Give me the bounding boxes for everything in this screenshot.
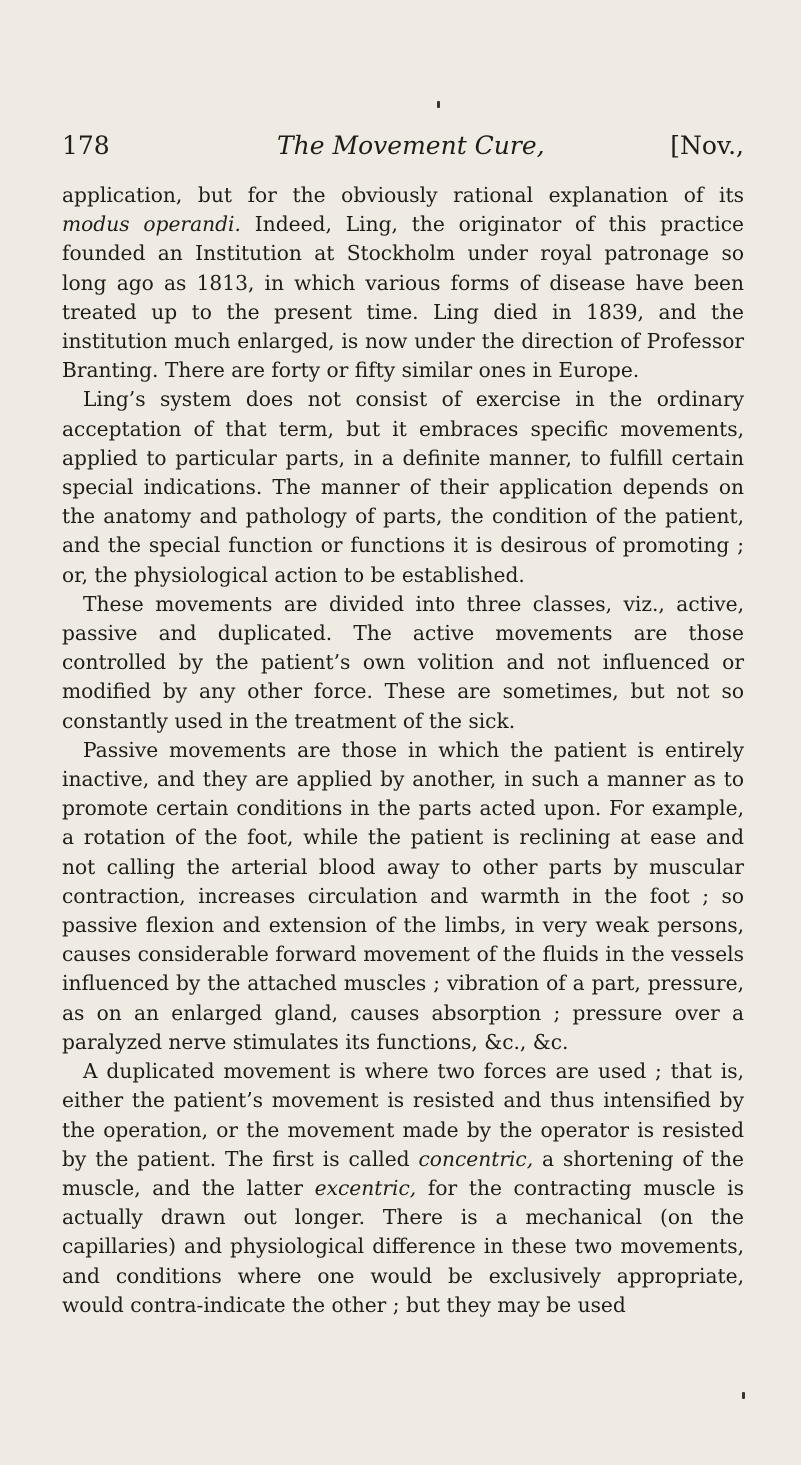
paragraph-5-text-a: A duplicated movement is where two forces are used ; that is, either the patient’s movement is resisted and thus intensified by the operation, or the movement made by the operator is resisted by the patient. The first is called bbox=[62, 1059, 744, 1171]
paragraph-5-italic-concentric: concentric, bbox=[418, 1146, 534, 1171]
paragraph-5 bbox=[62, 1057, 744, 1320]
paragraph-5-text-c: for the contracting muscle is actually drawn out longer. There is a mechanical (on the capillaries) and physiological difference in these two movements, and conditions where one would be exclusively appropriate, would contra-indicate the other ; but they may be used bbox=[62, 1175, 744, 1317]
paragraph-5-text-b: a shortening of the muscle, and the latter bbox=[62, 1146, 744, 1200]
paragraph-3: These movements are divided into three classes, viz., active, passive and duplicated. The active movements are those controlled by the patient’s own volition and not influenced or modified by any other force. These are sometimes, but not so constantly used in the treatment of the sick. bbox=[62, 591, 744, 733]
ink-speck-top bbox=[437, 101, 440, 108]
page-number: 178 bbox=[62, 131, 110, 160]
ink-speck-bottom bbox=[742, 1392, 745, 1399]
paragraph-4: Passive movements are those in which the patient is entirely inactive, and they are applied by another, in such a manner as to promote certain conditions in the parts acted upon. For example, a rotation of the foot, while the patient is reclining at ease and not calling the arterial blood away to other parts by muscular contraction, increases circulation and warmth in the foot ; so passive flexion and extension of the limbs, in very weak persons, causes considerable forward movement of the fluids in the vessels influenced by the attached muscles ; vibration of a part, pressure, as on an enlarged gland, causes absorption ; pressure over a paralyzed nerve stimulates its functions, &c., &c. bbox=[62, 737, 744, 1054]
running-title: The Movement Cure, bbox=[277, 131, 545, 160]
paragraph-1-italic-modus-operandi: modus operandi. bbox=[62, 212, 241, 237]
paragraph-2: Ling’s system does not consist of exercise in the ordinary acceptation of that term, but it embraces specific movements, applied to particular parts, in a definite manner, to fulfill certain special indications. The manner of their application depends on the anatomy and pathology of parts, the condition of the patient, and the special function or functions it is desirous of promoting ; or, the physiological action to be established. bbox=[62, 387, 744, 587]
paragraph-5-italic-excentric: excentric, bbox=[314, 1175, 417, 1200]
body-text bbox=[62, 181, 744, 1320]
running-header bbox=[62, 126, 744, 166]
paragraph-1 bbox=[62, 181, 744, 385]
running-date: [Nov., bbox=[670, 131, 744, 160]
paragraph-1-text-b: Indeed, Ling, the originator of this practice founded an Institution at Stockholm under royal patronage so long ago as 1813, in which various forms of disease have been treated up to the present time. Ling died in 1839, and the institution much enlarged, is now under the direction of Professor Branting. There are forty or fifty similar ones in Europe. bbox=[62, 212, 744, 383]
paragraph-1-text-a: application, but for the obviously rational explanation of its bbox=[62, 183, 744, 207]
